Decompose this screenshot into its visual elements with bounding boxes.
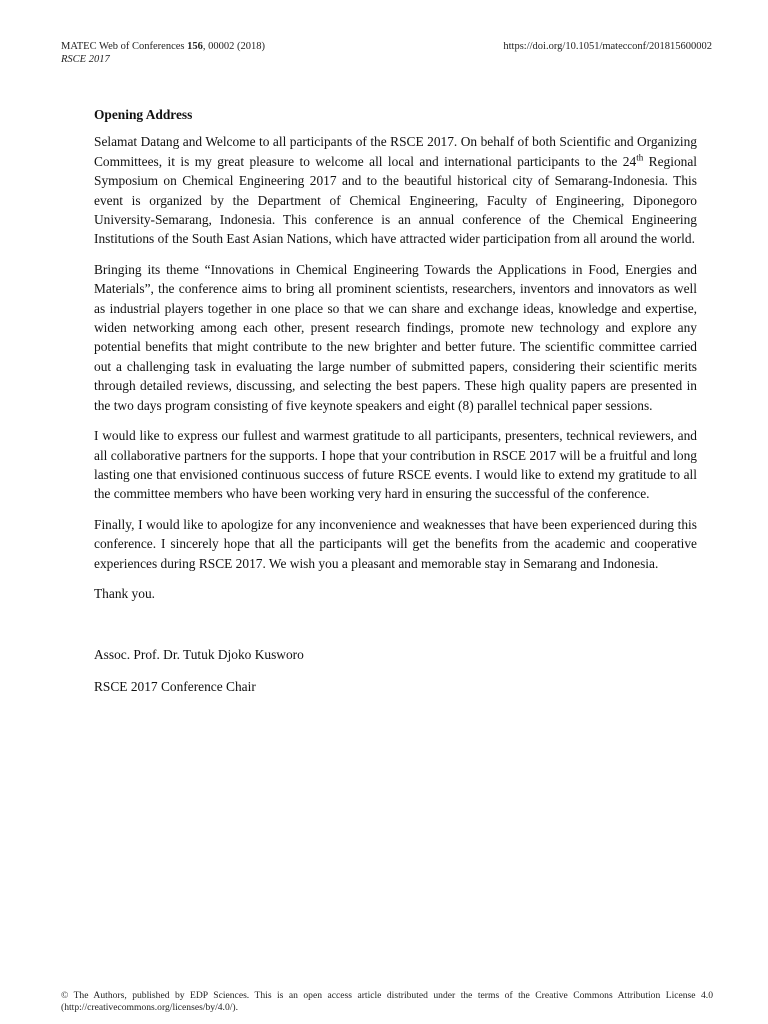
doi-link[interactable]: https://doi.org/10.1051/matecconf/201815600002 [503, 41, 712, 52]
paragraph-welcome [94, 132, 697, 248]
journal-volume: 156 [187, 41, 203, 52]
welcome-text-end: Regional Symposium on Chemical Engineering 2017 and to the beautiful historical city of Semarang-Indonesia. This event is organized by the Department of Chemical Engineering, Faculty of Engineering, Diponegoro University-Semarang, Indonesia. This conference is an annual conference of the Chemical Engineering Institutions of the South East Asian Nations, which have attracted wider participation from all around the world. [94, 153, 697, 247]
journal-citation [61, 40, 265, 53]
closing-thanks: Thank you. [94, 585, 155, 601]
welcome-text-start: Selamat Datang and Welcome to all participants of the RSCE 2017. On behalf of both Scientific and Organizing Committees, it is my great pleasure to welcome all local and international participants to the 24 [94, 134, 697, 169]
license-footer: © The Authors, published by EDP Sciences. This is an open access article distributed under the terms of the Creative Commons Attribution License 4.0 (http://creativecommons.org/licenses/by/4.0/). [61, 990, 713, 1013]
section-heading: Opening Address [94, 107, 193, 122]
document-body [94, 105, 697, 696]
article-number: , 00002 (2018) [202, 41, 265, 52]
page-header [61, 40, 712, 66]
paragraph-closing: Finally, I would like to apologize for any inconvenience and weaknesses that have been experienced during this conference. I sincerely hope that all the participants will get the benefits from the academic and cooperative experiences during RSCE 2017. We wish you a pleasant and memorable stay in Semarang and Indonesia. [94, 516, 697, 571]
paragraph-gratitude: I would like to express our fullest and warmest gratitude to all participants, presenters, technical reviewers, and all collaborative partners for the supports. I hope that your contribution in RSCE 2017 will be a fruitful and long lasting one that envisioned continuous success of future RSCE events. I would like to extend my gratitude to all the committee members who have been working very hard in ensuring the successful of the conference. [94, 428, 697, 502]
ordinal-superscript: th [636, 152, 644, 163]
journal-name: MATEC Web of Conferences [61, 41, 188, 52]
signatory-name: Assoc. Prof. Dr. Tutuk Djoko Kusworo [94, 647, 304, 663]
paragraph-theme: Bringing its theme “Innovations in Chemical Engineering Towards the Applications in Food, Energies and Materials”, the conference aims to bring all prominent scientists, researchers, inventors and innovators as well as industrial players together in one place so that we can share and exchange ideas, knowledge and expertise, widen networking among each other, present research findings, promote new technology and explore any potential benefits that might contribute to the new brighter and better future. The scientific committee carried out a challenging task in evaluating the large number of submitted papers, considering their scientific merits through detailed reviews, discussing, and selecting the best papers. These high quality papers are presented in the two days program consisting of five keynote speakers and eight (8) parallel technical paper sessions. [94, 261, 697, 413]
header-top-row [61, 40, 712, 53]
signatory-role: RSCE 2017 Conference Chair [94, 678, 256, 694]
conference-name: RSCE 2017 [61, 54, 110, 65]
